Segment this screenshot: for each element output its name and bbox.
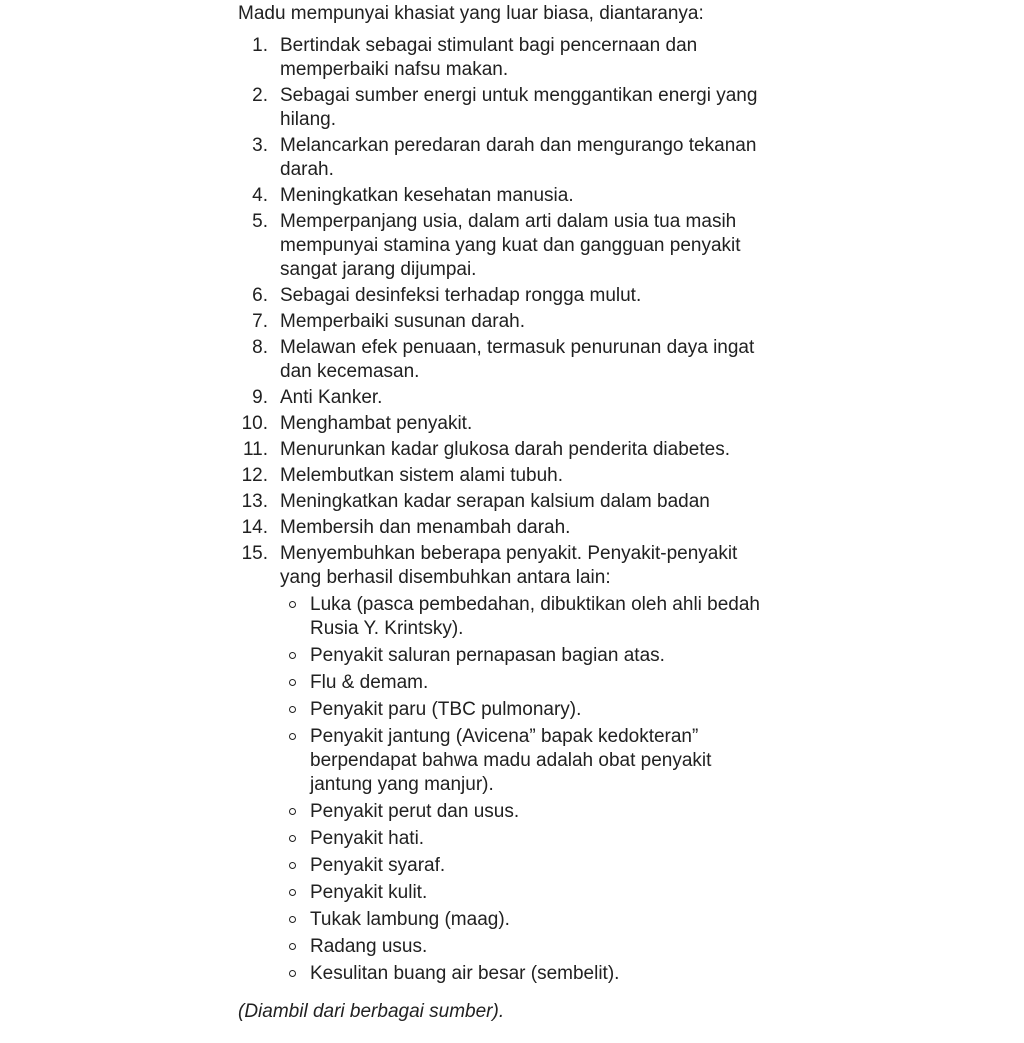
list-item-text: Bertindak sebagai stimulant bagi pencernaan dan memperbaiki nafsu makan. [280, 35, 698, 80]
list-item-text: Meningkatkan kadar serapan kalsium dalam badan [280, 491, 710, 512]
list-item-text: Sebagai desinfeksi terhadap rongga mulut. [280, 285, 642, 306]
sub-list-item-text: Penyakit saluran pernapasan bagian atas. [310, 645, 665, 666]
source-note: (Diambil dari berbagai sumber). [238, 1001, 505, 1022]
sub-list-item [280, 800, 772, 824]
list-item [238, 310, 772, 334]
circle-bullet-icon [289, 652, 296, 659]
list-item [238, 34, 772, 82]
list-item [238, 542, 772, 986]
page-title: Madu mempunyai khasiat yang luar biasa, diantaranya: [238, 3, 704, 24]
benefits-numbered-list [238, 34, 772, 986]
list-item-number: 12. [241, 465, 268, 486]
sub-list-item-text: Penyakit syaraf. [310, 855, 446, 876]
list-item-text: Menyembuhkan beberapa penyakit. Penyakit-penyakit yang berhasil disembuhkan antara lain: [280, 543, 738, 588]
list-item [238, 490, 772, 514]
sub-list-item-text: Penyakit perut dan usus. [310, 801, 520, 822]
list-item [238, 336, 772, 384]
sub-list-item [280, 935, 772, 959]
circle-bullet-icon [289, 733, 296, 740]
circle-bullet-icon [289, 916, 296, 923]
sub-list-item-text: Flu & demam. [310, 672, 429, 693]
list-item [238, 438, 772, 462]
list-item-number: 14. [241, 517, 268, 538]
sub-list-item [280, 671, 772, 695]
circle-bullet-icon [289, 679, 296, 686]
circle-bullet-icon [289, 943, 296, 950]
sub-list-item [280, 908, 772, 932]
circle-bullet-icon [289, 862, 296, 869]
sub-list-item [280, 962, 772, 986]
list-item-text: Melancarkan peredaran darah dan mengurango tekanan darah. [280, 135, 757, 180]
sub-list-item [280, 725, 772, 797]
list-item-text: Melembutkan sistem alami tubuh. [280, 465, 564, 486]
list-item-text: Menghambat penyakit. [280, 413, 473, 434]
sub-list-item [280, 593, 772, 641]
list-item-text: Membersih dan menambah darah. [280, 517, 571, 538]
circle-bullet-icon [289, 835, 296, 842]
circle-bullet-icon [289, 970, 296, 977]
list-item-text: Anti Kanker. [280, 387, 383, 408]
list-item-number: 15. [241, 543, 268, 564]
sub-list-item-text: Radang usus. [310, 936, 428, 957]
sub-list-item [280, 881, 772, 905]
list-item-number: 6. [252, 285, 268, 306]
sub-list-item-text: Luka (pasca pembedahan, dibuktikan oleh ahli bedah Rusia Y. Krintsky). [310, 594, 760, 639]
list-item-number: 9. [252, 387, 268, 408]
sub-list-item [280, 827, 772, 851]
list-item-number: 13. [241, 491, 268, 512]
sub-list-item-text: Kesulitan buang air besar (sembelit). [310, 963, 620, 984]
sub-list-item [280, 854, 772, 878]
list-item-number: 2. [252, 85, 268, 106]
list-item [238, 464, 772, 488]
sub-list-item-text: Penyakit jantung (Avicena” bapak kedokteran” berpendapat bahwa madu adalah obat penyakit jantung yang manjur). [310, 726, 712, 795]
circle-bullet-icon [289, 601, 296, 608]
sub-list-item-text: Penyakit paru (TBC pulmonary). [310, 699, 582, 720]
list-item-text: Sebagai sumber energi untuk menggantikan energi yang hilang. [280, 85, 758, 130]
list-item-text: Melawan efek penuaan, termasuk penurunan daya ingat dan kecemasan. [280, 337, 755, 382]
list-item-body [280, 542, 772, 986]
list-item-text: Meningkatkan kesehatan manusia. [280, 185, 574, 206]
list-item-number: 8. [252, 337, 268, 358]
list-item-number: 5. [252, 211, 268, 232]
list-item-number: 10. [241, 413, 268, 434]
sub-list-item-text: Penyakit kulit. [310, 882, 428, 903]
sub-list-item-text: Tukak lambung (maag). [310, 909, 510, 930]
list-item [238, 386, 772, 410]
list-item-text: Memperbaiki susunan darah. [280, 311, 526, 332]
list-item-number: 4. [252, 185, 268, 206]
list-item [238, 84, 772, 132]
list-item [238, 184, 772, 208]
sub-list-item-text: Penyakit hati. [310, 828, 425, 849]
sub-list-item [280, 698, 772, 722]
sub-list-item [280, 644, 772, 668]
circle-bullet-icon [289, 706, 296, 713]
list-item-number: 7. [252, 311, 268, 332]
list-item [238, 210, 772, 282]
list-item-number: 11. [242, 439, 268, 460]
document-page [238, 2, 772, 1043]
list-item [238, 412, 772, 436]
list-item-text: Memperpanjang usia, dalam arti dalam usia tua masih mempunyai stamina yang kuat dan gangguan penyakit sangat jarang dijumpai. [280, 211, 741, 280]
list-item [238, 516, 772, 540]
list-item [238, 134, 772, 182]
diseases-bullet-list [280, 593, 772, 986]
list-item-text: Menurunkan kadar glukosa darah penderita diabetes. [280, 439, 730, 460]
list-item-number: 3. [252, 135, 268, 156]
list-item-number: 1. [252, 35, 268, 56]
circle-bullet-icon [289, 808, 296, 815]
list-item [238, 284, 772, 308]
circle-bullet-icon [289, 889, 296, 896]
